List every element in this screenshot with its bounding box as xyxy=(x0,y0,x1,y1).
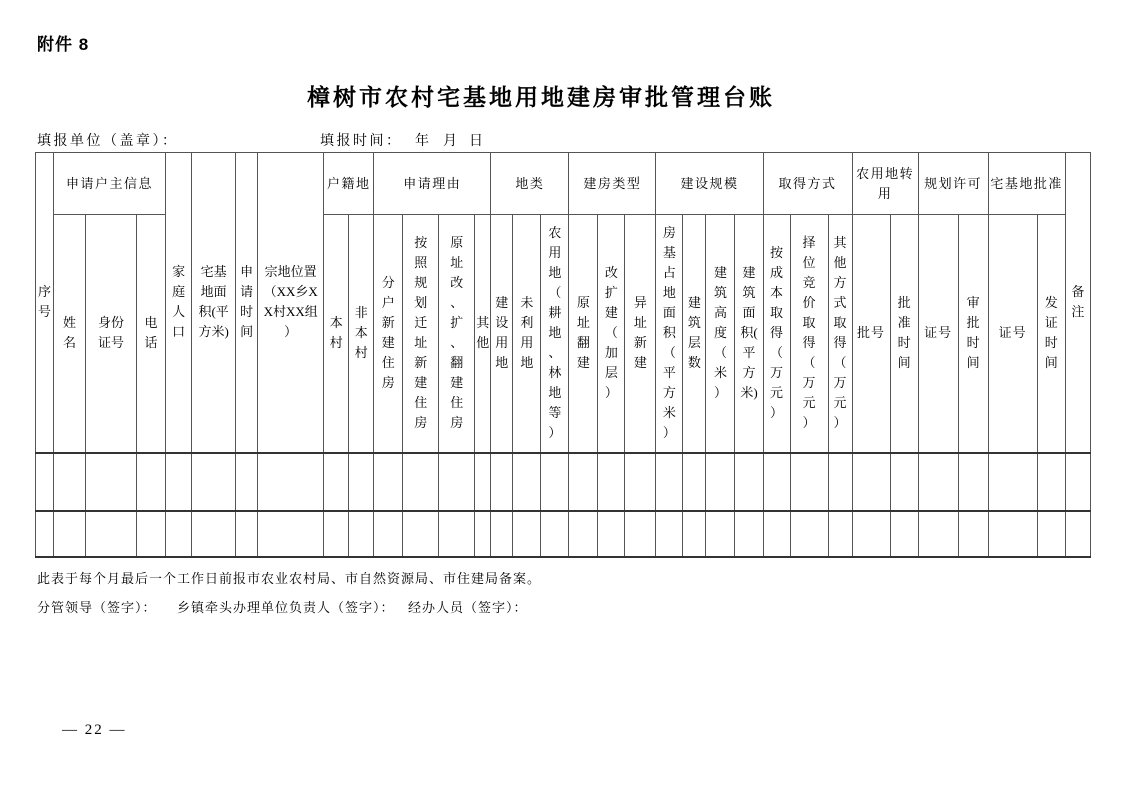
filing-note: 此表于每个月最后一个工作日前报市农业农村局、市自然资源局、市住建局备案。 xyxy=(37,571,542,586)
empty-cell xyxy=(790,453,828,511)
empty-cell xyxy=(541,511,569,557)
empty-cell xyxy=(439,453,475,511)
empty-cell xyxy=(852,511,890,557)
col-remarks-header: 备注 xyxy=(1065,153,1090,453)
col-planned-relocation-header: 按照规划迁址新建住房 xyxy=(403,215,439,453)
report-time-label: 填报时间： xyxy=(320,134,403,149)
sign-handler-label: 经办人员（签字）： xyxy=(408,600,528,615)
col-local-village-header: 本村 xyxy=(324,215,349,453)
empty-cell xyxy=(258,511,324,557)
group-construction-scale: 建设规模 xyxy=(656,153,763,215)
col-serial-header: 序号 xyxy=(36,153,54,453)
empty-cell xyxy=(236,453,258,511)
group-farmland-conversion: 农用地转用 xyxy=(852,153,918,215)
empty-cell xyxy=(828,453,852,511)
empty-cell xyxy=(439,511,475,557)
col-agricultural-land-header: 农用地（耕地、林地等） xyxy=(541,215,569,453)
empty-cell xyxy=(683,453,706,511)
empty-cell xyxy=(988,453,1037,511)
group-homestead-approval: 宅基地批准 xyxy=(988,153,1065,215)
group-planning-permit: 规划许可 xyxy=(918,153,988,215)
empty-cell xyxy=(763,453,790,511)
data-row xyxy=(36,453,1091,511)
empty-cell xyxy=(625,511,656,557)
date-year-label: 年 xyxy=(415,134,432,149)
empty-cell xyxy=(890,511,918,557)
empty-cell xyxy=(1037,453,1065,511)
empty-cell xyxy=(324,453,349,511)
empty-cell xyxy=(598,453,625,511)
col-building-area-header: 建筑面积(平方米) xyxy=(735,215,763,453)
col-different-site-new-header: 异址新建 xyxy=(625,215,656,453)
empty-cell xyxy=(349,511,374,557)
empty-cell xyxy=(36,511,54,557)
empty-cell xyxy=(192,453,236,511)
empty-cell xyxy=(852,453,890,511)
col-approval-number-header: 批号 xyxy=(852,215,890,453)
empty-cell xyxy=(656,453,683,511)
col-original-site-rebuild-header: 原址翻建 xyxy=(569,215,598,453)
empty-cell xyxy=(918,511,958,557)
empty-cell xyxy=(403,511,439,557)
col-expand-add-storey-header: 改扩建（加层） xyxy=(598,215,625,453)
empty-cell xyxy=(236,511,258,557)
empty-cell xyxy=(192,511,236,557)
empty-cell xyxy=(828,511,852,557)
empty-cell xyxy=(541,453,569,511)
empty-cell xyxy=(137,511,166,557)
empty-cell xyxy=(735,453,763,511)
col-unused-land-header: 未利用地 xyxy=(513,215,541,453)
empty-cell xyxy=(988,511,1037,557)
empty-cell xyxy=(86,453,137,511)
col-parcel-location-header: 宗地位置（XX乡XX村XX组） xyxy=(258,153,324,453)
col-bid-acquired-header: 择位竞价取得（万元） xyxy=(790,215,828,453)
empty-cell xyxy=(625,453,656,511)
empty-cell xyxy=(958,453,988,511)
col-other-acquired-header: 其他方式取得（万元） xyxy=(828,215,852,453)
sign-unit-head-label: 乡镇牵头办理单位负责人（签字）： xyxy=(177,600,395,615)
empty-cell xyxy=(569,511,598,557)
page-number: — 22 — xyxy=(62,722,127,738)
empty-cell xyxy=(513,511,541,557)
empty-cell xyxy=(958,511,988,557)
empty-cell xyxy=(918,453,958,511)
empty-cell xyxy=(491,453,513,511)
empty-cell xyxy=(763,511,790,557)
group-application-reason: 申请理由 xyxy=(374,153,491,215)
sign-leader-label: 分管领导（签字）： xyxy=(37,600,157,615)
signature-row xyxy=(37,597,1087,615)
empty-cell xyxy=(137,453,166,511)
report-unit-label: 填报单位（盖章）： xyxy=(37,134,179,149)
data-row xyxy=(36,511,1091,557)
empty-cell xyxy=(54,511,86,557)
empty-cell xyxy=(374,453,403,511)
empty-cell xyxy=(258,453,324,511)
col-other-reason-header: 其他 xyxy=(475,215,491,453)
col-certificate-time-header: 发证时间 xyxy=(1037,215,1065,453)
col-foundation-area-header: 房基占地面积（平方米） xyxy=(656,215,683,453)
empty-cell xyxy=(706,453,735,511)
col-homestead-area-header: 宅基地面积(平方米) xyxy=(192,153,236,453)
col-non-local-village-header: 非本村 xyxy=(349,215,374,453)
empty-cell xyxy=(1037,511,1065,557)
empty-cell xyxy=(569,453,598,511)
empty-cell xyxy=(324,511,349,557)
col-split-household-header: 分户新建住房 xyxy=(374,215,403,453)
col-construction-land-header: 建设用地 xyxy=(491,215,513,453)
empty-cell xyxy=(598,511,625,557)
col-original-site-renovate-header: 原址改、扩、翻建住房 xyxy=(439,215,475,453)
empty-cell xyxy=(683,511,706,557)
col-permit-number-header: 证号 xyxy=(918,215,958,453)
col-certificate-number-header: 证号 xyxy=(988,215,1037,453)
empty-cell xyxy=(790,511,828,557)
empty-cell xyxy=(656,511,683,557)
empty-cell xyxy=(513,453,541,511)
group-household-registration: 户籍地 xyxy=(324,153,374,215)
col-cost-acquired-header: 按成本取得（万元） xyxy=(763,215,790,453)
empty-cell xyxy=(735,511,763,557)
empty-cell xyxy=(166,511,192,557)
empty-cell xyxy=(890,453,918,511)
col-permit-time-header: 审批时间 xyxy=(958,215,988,453)
empty-cell xyxy=(403,453,439,511)
page-title: 樟树市农村宅基地用地建房审批管理台账 xyxy=(307,85,775,110)
empty-cell xyxy=(374,511,403,557)
empty-cell xyxy=(475,511,491,557)
empty-cell xyxy=(1065,453,1090,511)
attachment-label: 附件 8 xyxy=(37,35,90,54)
empty-cell xyxy=(86,511,137,557)
group-acquisition-method: 取得方式 xyxy=(763,153,852,215)
date-month-label: 月 xyxy=(443,134,460,149)
col-building-storeys-header: 建筑层数 xyxy=(683,215,706,453)
col-phone-header: 电话 xyxy=(137,215,166,453)
group-building-type: 建房类型 xyxy=(569,153,656,215)
empty-cell xyxy=(706,511,735,557)
empty-cell xyxy=(36,453,54,511)
empty-cell xyxy=(166,453,192,511)
empty-cell xyxy=(491,511,513,557)
date-day-label: 日 xyxy=(469,134,486,149)
empty-cell xyxy=(1065,511,1090,557)
approval-ledger-table xyxy=(35,152,1091,558)
col-building-height-header: 建筑高度（米） xyxy=(706,215,735,453)
empty-cell xyxy=(475,453,491,511)
col-id-number-header: 身份证号 xyxy=(86,215,137,453)
col-family-population-header: 家庭人口 xyxy=(166,153,192,453)
col-name-header: 姓名 xyxy=(54,215,86,453)
col-application-time-header: 申请时间 xyxy=(236,153,258,453)
col-approval-time-header: 批准时间 xyxy=(890,215,918,453)
group-land-category: 地类 xyxy=(491,153,569,215)
empty-cell xyxy=(349,453,374,511)
group-applicant-info: 申请户主信息 xyxy=(54,153,166,215)
empty-cell xyxy=(54,453,86,511)
report-meta-row xyxy=(37,130,1087,148)
